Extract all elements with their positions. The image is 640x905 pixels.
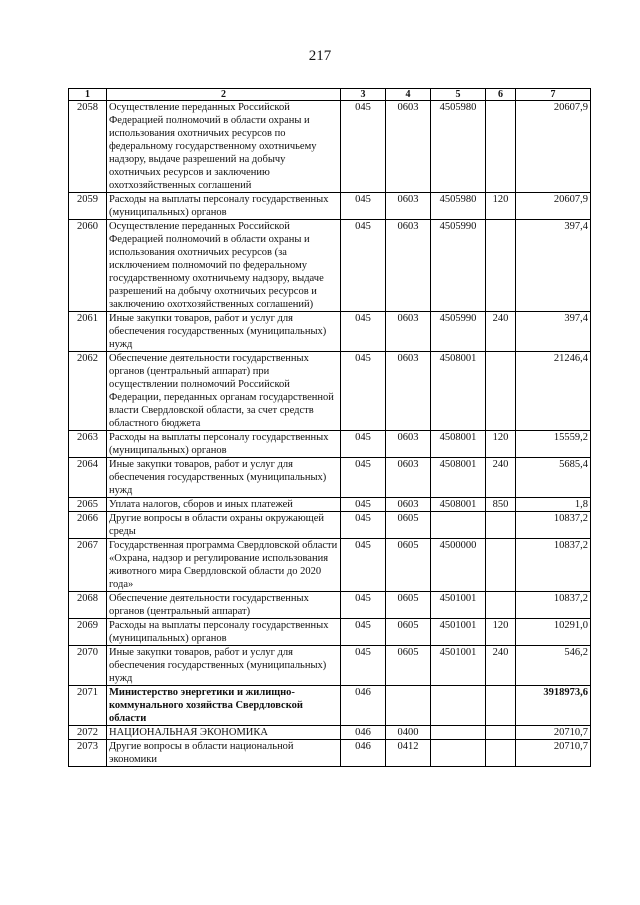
table-row [69, 740, 591, 767]
row-target-code [431, 740, 486, 767]
row-target-code: 4501001 [431, 619, 486, 646]
row-expense-type [486, 726, 516, 740]
row-description: Осуществление переданных Российской Федерацией полномочий в области охраны и использования охотничьих ресурсов по федеральному государственному охотничьему надзору, выдаче разрешений на добычу охотничьих ресурсов и заключению охотхозяйственных соглашений [107, 101, 341, 193]
row-target-code [431, 726, 486, 740]
row-expense-type [486, 539, 516, 592]
header-col-7: 7 [516, 89, 591, 101]
row-number: 2067 [69, 539, 107, 592]
row-section-code: 0603 [386, 312, 431, 352]
header-col-4: 4 [386, 89, 431, 101]
row-number: 2062 [69, 352, 107, 431]
row-section-code: 0605 [386, 512, 431, 539]
row-expense-type [486, 686, 516, 726]
header-col-5: 5 [431, 89, 486, 101]
row-section-code: 0603 [386, 498, 431, 512]
table-row [69, 220, 591, 312]
row-description: Уплата налогов, сборов и иных платежей [107, 498, 341, 512]
row-section-code [386, 686, 431, 726]
row-admin-code: 045 [341, 312, 386, 352]
table-row [69, 312, 591, 352]
row-target-code: 4505980 [431, 193, 486, 220]
row-number: 2064 [69, 458, 107, 498]
row-number: 2060 [69, 220, 107, 312]
table-row [69, 458, 591, 498]
row-expense-type [486, 740, 516, 767]
row-number: 2068 [69, 592, 107, 619]
row-amount: 10837,2 [516, 512, 591, 539]
row-section-code: 0400 [386, 726, 431, 740]
row-section-code: 0605 [386, 592, 431, 619]
row-description: Государственная программа Свердловской области «Охрана, надзор и регулирование использования животного мира Свердловской области до 2020 года» [107, 539, 341, 592]
row-amount: 20607,9 [516, 193, 591, 220]
row-number: 2061 [69, 312, 107, 352]
row-description: Осуществление переданных Российской Федерацией полномочий в области охраны и использования охотничьих ресурсов (за исключением полномочий по федеральному государственному охотничьему надзору, выдаче разрешений на добычу охотничьих ресурсов и заключению охотхозяйственных соглашений) [107, 220, 341, 312]
row-target-code: 4508001 [431, 498, 486, 512]
row-admin-code: 045 [341, 498, 386, 512]
table-row [69, 646, 591, 686]
table-row [69, 686, 591, 726]
row-target-code: 4505980 [431, 101, 486, 193]
row-target-code: 4501001 [431, 592, 486, 619]
table-row [69, 352, 591, 431]
row-number: 2058 [69, 101, 107, 193]
row-target-code: 4500000 [431, 539, 486, 592]
row-number: 2069 [69, 619, 107, 646]
row-description: Иные закупки товаров, работ и услуг для обеспечения государственных (муниципальных) нужд [107, 312, 341, 352]
page-number: 217 [308, 48, 332, 64]
header-col-3: 3 [341, 89, 386, 101]
row-section-code: 0605 [386, 646, 431, 686]
table-row [69, 193, 591, 220]
row-description: Иные закупки товаров, работ и услуг для обеспечения государственных (муниципальных) нужд [107, 458, 341, 498]
table-body [69, 101, 591, 767]
row-number: 2072 [69, 726, 107, 740]
row-amount: 20607,9 [516, 101, 591, 193]
row-admin-code: 045 [341, 458, 386, 498]
row-target-code: 4508001 [431, 431, 486, 458]
row-amount: 10837,2 [516, 592, 591, 619]
row-section-code: 0603 [386, 193, 431, 220]
row-section-code: 0603 [386, 101, 431, 193]
table-row [69, 101, 591, 193]
row-expense-type [486, 592, 516, 619]
row-amount: 3918973,6 [516, 686, 591, 726]
table-row [69, 539, 591, 592]
budget-table [68, 88, 591, 767]
table-row [69, 619, 591, 646]
header-col-6: 6 [486, 89, 516, 101]
header-row [69, 89, 591, 101]
row-description: Расходы на выплаты персоналу государственных (муниципальных) органов [107, 193, 341, 220]
table-row [69, 592, 591, 619]
row-section-code: 0605 [386, 539, 431, 592]
row-expense-type: 850 [486, 498, 516, 512]
row-target-code: 4505990 [431, 312, 486, 352]
row-admin-code: 045 [341, 352, 386, 431]
row-expense-type: 120 [486, 193, 516, 220]
row-number: 2066 [69, 512, 107, 539]
row-admin-code: 045 [341, 512, 386, 539]
row-description: Другие вопросы в области охраны окружающей среды [107, 512, 341, 539]
row-target-code: 4508001 [431, 352, 486, 431]
row-section-code: 0605 [386, 619, 431, 646]
row-admin-code: 046 [341, 726, 386, 740]
row-number: 2063 [69, 431, 107, 458]
row-admin-code: 045 [341, 101, 386, 193]
row-amount: 546,2 [516, 646, 591, 686]
table-row [69, 512, 591, 539]
row-expense-type [486, 101, 516, 193]
header-col-2: 2 [107, 89, 341, 101]
row-target-code: 4508001 [431, 458, 486, 498]
table-row [69, 726, 591, 740]
row-amount: 10837,2 [516, 539, 591, 592]
row-admin-code: 046 [341, 686, 386, 726]
row-section-code: 0603 [386, 352, 431, 431]
row-amount: 10291,0 [516, 619, 591, 646]
row-expense-type [486, 512, 516, 539]
row-expense-type: 240 [486, 458, 516, 498]
row-expense-type [486, 220, 516, 312]
row-amount: 1,8 [516, 498, 591, 512]
row-section-code: 0603 [386, 220, 431, 312]
row-admin-code: 045 [341, 220, 386, 312]
row-admin-code: 045 [341, 646, 386, 686]
row-description: Министерство энергетики и жилищно-коммунального хозяйства Свердловской области [107, 686, 341, 726]
row-target-code: 4505990 [431, 220, 486, 312]
row-section-code: 0603 [386, 431, 431, 458]
row-amount: 397,4 [516, 220, 591, 312]
row-target-code: 4501001 [431, 646, 486, 686]
row-admin-code: 045 [341, 193, 386, 220]
row-amount: 20710,7 [516, 726, 591, 740]
row-description: Обеспечение деятельности государственных органов (центральный аппарат) [107, 592, 341, 619]
row-description: НАЦИОНАЛЬНАЯ ЭКОНОМИКА [107, 726, 341, 740]
row-expense-type: 120 [486, 431, 516, 458]
row-expense-type: 240 [486, 646, 516, 686]
row-description: Расходы на выплаты персоналу государственных (муниципальных) органов [107, 619, 341, 646]
row-target-code [431, 686, 486, 726]
row-number: 2073 [69, 740, 107, 767]
row-amount: 21246,4 [516, 352, 591, 431]
table-row [69, 431, 591, 458]
row-description: Иные закупки товаров, работ и услуг для обеспечения государственных (муниципальных) нужд [107, 646, 341, 686]
table-row [69, 498, 591, 512]
row-number: 2070 [69, 646, 107, 686]
row-expense-type: 240 [486, 312, 516, 352]
row-amount: 20710,7 [516, 740, 591, 767]
row-expense-type [486, 352, 516, 431]
row-amount: 5685,4 [516, 458, 591, 498]
row-admin-code: 045 [341, 539, 386, 592]
row-section-code: 0603 [386, 458, 431, 498]
row-description: Обеспечение деятельности государственных органов (центральный аппарат) при осуществлении полномочий Российской Федерации, переданных органам государственной власти Свердловской области, за счет средств областного бюджета [107, 352, 341, 431]
row-amount: 15559,2 [516, 431, 591, 458]
row-section-code: 0412 [386, 740, 431, 767]
row-amount: 397,4 [516, 312, 591, 352]
row-expense-type: 120 [486, 619, 516, 646]
row-admin-code: 046 [341, 740, 386, 767]
row-number: 2065 [69, 498, 107, 512]
header-col-1: 1 [69, 89, 107, 101]
row-description: Другие вопросы в области национальной экономики [107, 740, 341, 767]
row-description: Расходы на выплаты персоналу государственных (муниципальных) органов [107, 431, 341, 458]
row-admin-code: 045 [341, 431, 386, 458]
row-admin-code: 045 [341, 592, 386, 619]
row-number: 2071 [69, 686, 107, 726]
row-target-code [431, 512, 486, 539]
row-admin-code: 045 [341, 619, 386, 646]
row-number: 2059 [69, 193, 107, 220]
